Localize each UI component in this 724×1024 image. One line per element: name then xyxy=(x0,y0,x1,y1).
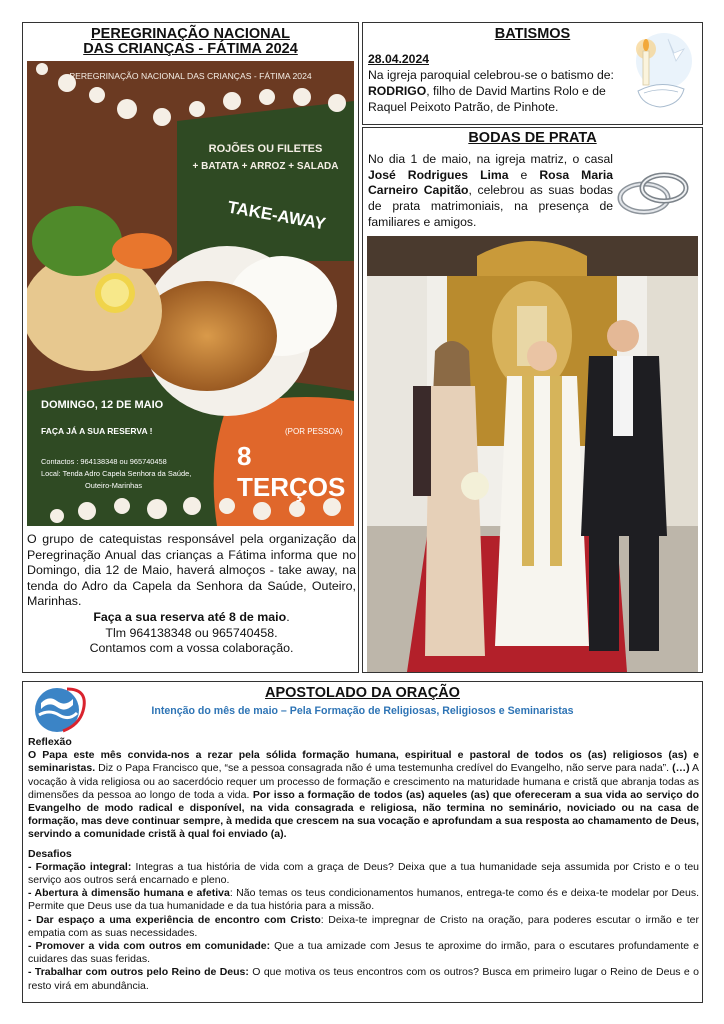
baptism-details: RODRIGO, filho de David Martins Rolo e de Raquel Peixoto Patrão, de Pinhote. xyxy=(368,84,606,114)
poster-takeaway: TAKE-AWAY xyxy=(226,197,328,234)
monthly-intention: Intenção do mês de maio – Pela Formação de Religiosas, Religiosos e Seminaristas xyxy=(151,705,574,717)
pilgrimage-section xyxy=(22,22,359,673)
thanks-line: Contamos com a vossa colaboração. xyxy=(89,641,294,656)
prayer-apostolate-section xyxy=(22,681,703,1003)
pilgrimage-paragraph: O grupo de catequistas responsável pela organização da Peregrinação Anual das crianças a Fátima informa que no Domingo, dia 12 de Maio, haverá almoços - take away, na tenda do Adro da Capela da Senhora da Saúde, Outeiro, Marinhas. xyxy=(27,532,356,609)
poster-date: DOMINGO, 12 DE MAIO xyxy=(41,399,164,411)
baptism-line1: Na igreja paroquial celebrou-se o batismo de: xyxy=(368,68,614,82)
poster-local2: Outeiro-Marinhas xyxy=(85,481,143,490)
pilgrimage-text xyxy=(27,532,356,657)
challenge-item: - Trabalhar com outros pelo Reino de Deus: O que motiva os teus encontros com os outros? Busca em primeiro lugar o Reino de Deus e o resto virá em abundância. xyxy=(28,966,699,992)
couple-photo xyxy=(367,236,698,672)
silver-wedding-title: BODAS DE PRATA xyxy=(468,130,597,146)
poster-price: 8 TERÇOS xyxy=(237,441,346,502)
silver-wedding-section xyxy=(362,127,703,673)
challenge-item: - Promover a vida com outros em comunidade: Que a tua amizade com Jesus te aproxime do irmão, para o escutares profundamente e cuidares das suas feridas. xyxy=(28,940,699,966)
challenge-item: - Abertura à dimensão humana e afetiva: Não temas os teus condicionamentos humanos, entrega-te como és e deixa-te modelar por Deus. Permite que Deus use da tua humanidade e da tua história para a missão. xyxy=(28,887,699,913)
challenges-heading: Desafios xyxy=(28,847,72,860)
reserve-line: Faça a sua reserva até 8 de maio. xyxy=(93,609,290,624)
poster-local1: Local: Tenda Adro Capela Senhora da Saúde, xyxy=(41,469,192,478)
poster-per-person: (POR PESSOA) xyxy=(285,427,343,436)
prayer-apostolate-title: APOSTOLADO DA ORAÇÃO xyxy=(265,685,460,701)
poster-menu-line2: + BATATA + ARROZ + SALADA xyxy=(192,161,339,172)
prayer-apostolate-body xyxy=(28,736,699,993)
takeaway-poster xyxy=(27,61,354,526)
poster-reserve: FAÇA JÁ A SUA RESERVA ! xyxy=(41,426,153,436)
baptisms-text xyxy=(368,51,620,115)
baptism-date: 28.04.2024 xyxy=(368,52,429,66)
phone-line: Tlm 964138348 ou 965740458. xyxy=(105,625,278,640)
baptism-candle-icon xyxy=(624,31,696,119)
challenge-item: - Dar espaço a uma experiência de encontro com Cristo: Deixa-te impregnar de Cristo na oração, para poderes escutar o irmão e ter empatia com as suas necessidades. xyxy=(28,913,699,939)
silver-wedding-text: No dia 1 de maio, na igreja matriz, o casal José Rodrigues Lima e Rosa Maria Carneiro Capitão, celebrou as suas bodas de prata matrimoniais, na presença de familiares e amigos. xyxy=(368,152,613,229)
challenge-item: - Formação integral: Integras a tua história de vida com a graça de Deus? Deixa que a tua humanidade seja assumida por Cristo e o teu serviço aos outros será encarnado e pleno. xyxy=(28,860,700,887)
reflection-paragraph: O Papa este mês convida-nos a rezar pela sólida formação humana, espiritual e pastoral de todos os (as) religiosos (as) e seminaristas. Diz o Papa Francisco que, “se a pessoa consagrada não é uma testemunha credível do Evangelho, não serve para nada”. (…) A vocação à vida religiosa ou ao sacerdócio requer um processo de formação e crescimento na maturidade humana e cristã que abranja todas as dimensões da pessoa ao longo de toda a vida. Por isso a formação de todos (as) aqueles (as) que ofereceram a sua vida ao serviço do Evangelho de modo radical e disponível, na vida consagrada e religiosa, não termina no seminário, noviciado ou na casa de formação, mas deve continuar sempre, à medida que crescem na sua vocação e aprofundam a sua resposta ao chamamento de Deus, servindo a comunidade cristã à qual foi enviado (a). xyxy=(28,749,700,841)
reflection-heading: Reflexão xyxy=(28,736,72,748)
pilgrimage-title: PEREGRINAÇÃO NACIONAL DAS CRIANÇAS - FÁTIMA 2024 xyxy=(83,26,298,57)
wedding-rings-icon xyxy=(614,162,694,222)
baptisms-section xyxy=(362,22,703,125)
poster-contacts: Contactos : 964138348 ou 965740458 xyxy=(41,457,167,466)
baptisms-title: BATISMOS xyxy=(494,26,571,42)
poster-menu-line1: ROJÕES OU FILETES xyxy=(208,143,323,155)
prayer-network-logo-icon xyxy=(27,685,91,735)
poster-header: PEREGRINAÇÃO NACIONAL DAS CRIANÇAS - FÁTIMA 2024 xyxy=(69,71,312,81)
